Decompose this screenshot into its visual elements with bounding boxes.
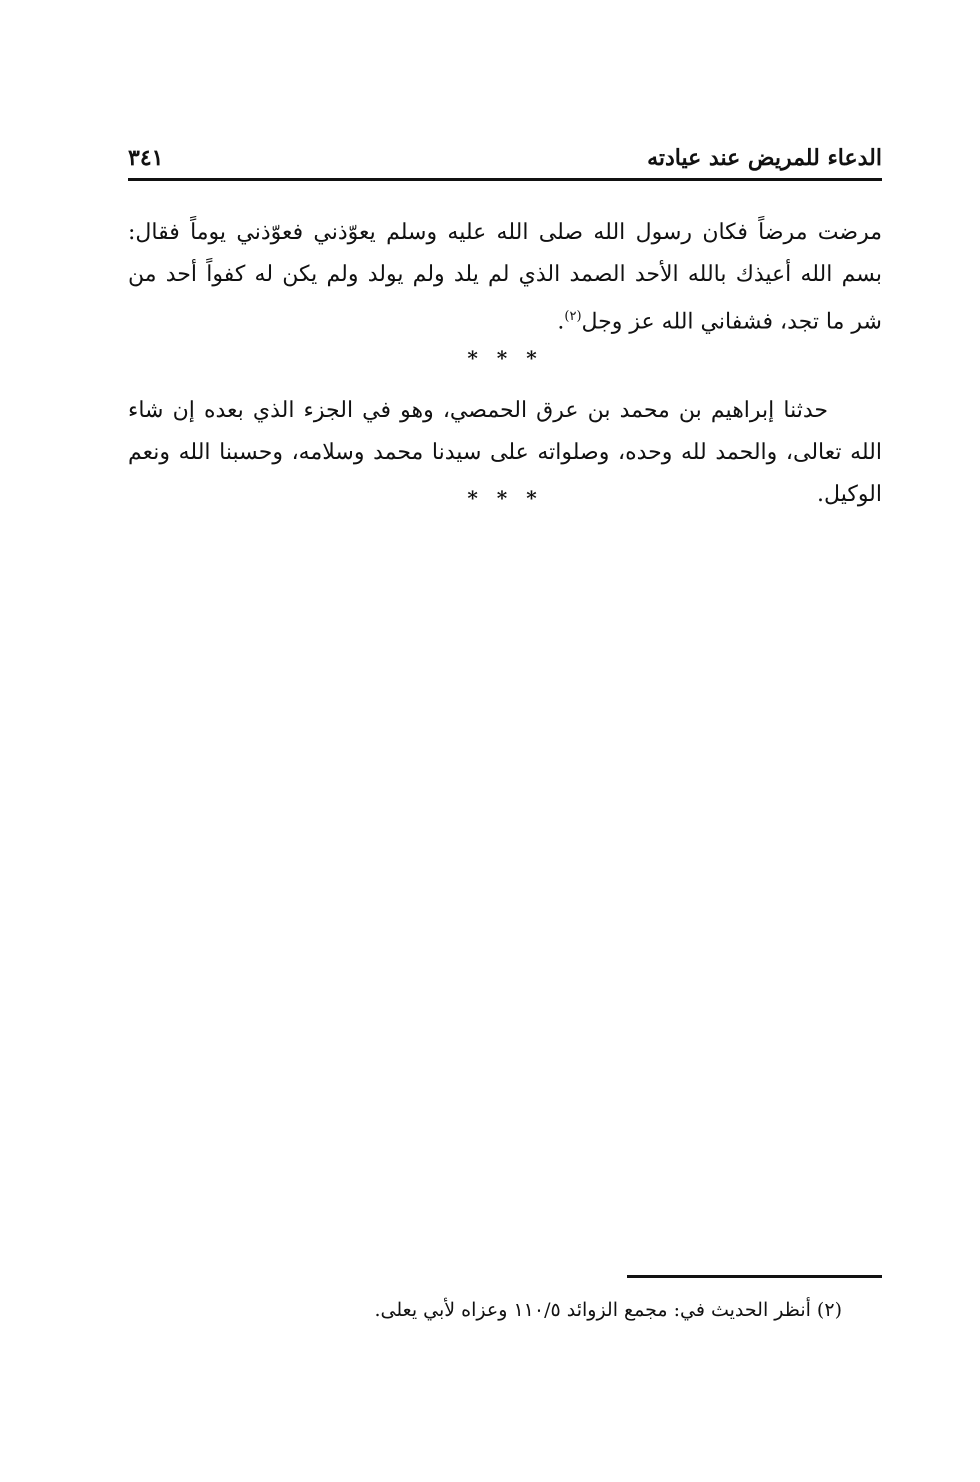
section-separator: * * * (467, 346, 543, 370)
paragraph-closing: حدثنا إبراهيم بن محمد بن عرق الحمصي، وهو في الجزء الذي بعده إن شاء الله تعالى، والحمد لله وحده، وصلواته على سيدنا محمد وسلامه، وحسبنا الله ونعم الوكيل. (128, 398, 882, 507)
footnote-reference: (٢) (564, 309, 582, 324)
running-title: الدعاء للمريض عند عيادته (647, 145, 882, 171)
paragraph-text: مرضت مرضاً فكان رسول الله صلى الله عليه وسلم يعوّذني فعوّذني يوماً فقال: بسم الله أعيذك بالله الأحد الصمد الذي لم يلد ولم يولد ولم يكن له كفواً أحد من شر ما تجد، فشفاني الله عز وجل (128, 220, 882, 335)
footnote-divider (627, 1275, 882, 1278)
running-header (128, 140, 882, 180)
section-separator: * * * (467, 486, 543, 510)
paragraph-hadith (128, 212, 882, 343)
header-divider (128, 178, 882, 181)
paragraph-end-mark: . (557, 309, 565, 335)
page-number: ٣٤١ (128, 145, 164, 171)
footnote: (٢) أنظر الحديث في: مجمع الزوائد ١١٠/٥ وعزاه لأبي يعلى. (374, 1299, 842, 1321)
